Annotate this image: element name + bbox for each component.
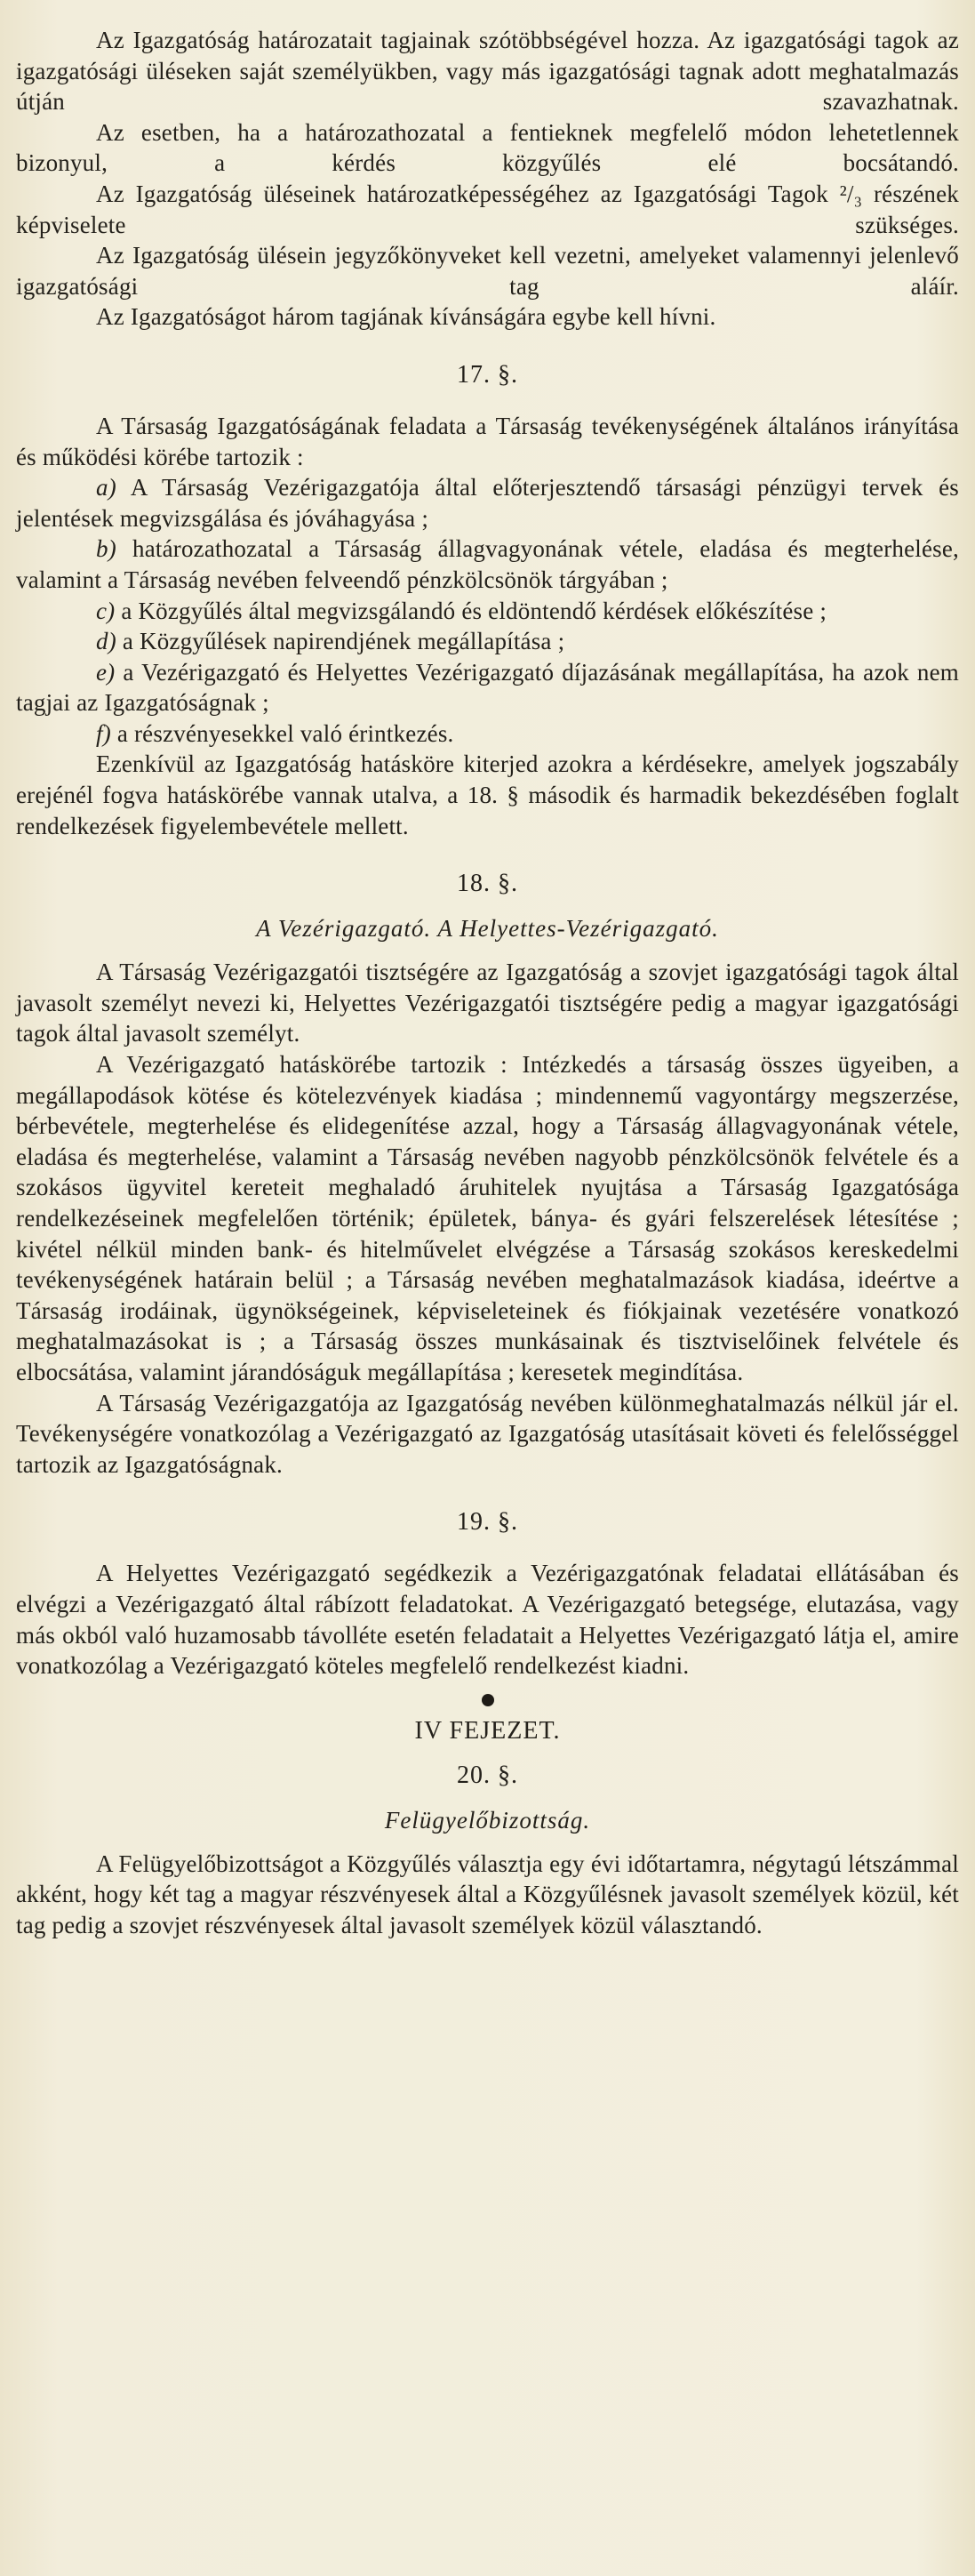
paragraph: A Helyettes Vezérigazgató segédkezik a Vezérigazgatónak feladatai ellátásában és elvégzi a Vezérigazgató által rábízott feladatokat. A Vezérigazgató betegsége, elutazása, vagy más okból való huzamosabb távolléte esetén feladatait a Helyettes Vezérigazgató látja el, amire vonatkozólag a Vezérigazgató köteles megfelelő rendelkezést kiadni. (16, 1560, 959, 1680)
list-item (16, 657, 959, 718)
list-item-text: a Közgyűlések napirendjének megállapítása ; (122, 628, 565, 655)
chapter-heading: IV FEJEZET. (414, 1716, 561, 1745)
paragraph: A Társaság Vezérigazgatói tisztségére az Igazgatóság a szovjet igazgatósági tagok által javasolt személyt nevezi ki, Helyettes Vezérigazgatói tisztségére pedig a magyar igazgatósági tagok által javasolt személyt. (16, 959, 959, 1047)
paragraph: A Vezérigazgató hatáskörébe tartozik : Intézkedés a társaság összes ügyeiben, a megállapodások kötése és kötelezvények kiadása ; mindennemű vagyontárgy megszerzése, bérbevétele, megterhelése és elidegenítése azzal, hogy a Társaság állagvagyonának vétele, eladása és megterhelése, valamint a Társaság nevében nagyobb pénzkölcsönök felvétele és a szokásos ügyvitel kereteit meghaladó áruhitelek nyujtása a Társaság Igazgatósága rendelkezéseinek megfelelően történik; épületek, bánya- és gyári felszerelések létesítése ; kivétel nélkül minden bank- és hitelművelet elvégzése a Társaság szokásos kereskedelmi tevékenységének határain belül ; a Társaság nevében meghatalmazások kiadása, ideértve a Társaság irodáinak, ügynökségeinek, képviseleteinek és fiókjainak vezetésére vonatkozó meghatalmazásokat is ; a Társaság összes munkásainak és tisztviselőinek felvétele és elbocsátása, valamint járandóságuk megállapítása ; keresetek megindítása. (16, 1051, 959, 1385)
list-marker: f) (96, 719, 111, 747)
list-marker: e) (96, 658, 116, 686)
paragraph: Az Igazgatóság határozatait tagjainak szótöbbségével hozza. Az igazgatósági tagok az igazgatósági üléseken saját személyükben, vagy más igazgatósági tagnak adott meghatalmazás útján szavazhatnak. (16, 27, 959, 116)
section-20-subtitle: Felügyelőbizottság. (384, 1806, 591, 1834)
list-item (16, 596, 959, 627)
section-17-intro: A Társaság Igazgatóságának feladata a Társaság tevékenységének általános irányítása és működési körébe tartozik : (16, 412, 959, 470)
section-heading-19: 19. §. (457, 1508, 518, 1537)
list-marker: c) (96, 597, 116, 624)
list-item (16, 626, 959, 657)
list-item-text: a Közgyűlés által megvizsgálandó és eldöntendő kérdések előkészítése ; (121, 597, 827, 624)
list-item (16, 472, 959, 534)
section-heading-18: 18. §. (457, 870, 518, 898)
list-item (16, 534, 959, 595)
section-heading-17: 17. §. (457, 360, 518, 389)
list-item-text: A Társaság Vezérigazgatója által előterjesztendő társasági pénzügyi tervek és jelentések megvizsgálása és jóváhagyása ; (16, 474, 959, 532)
paragraph: Az Igazgatóság üléseinek határozatképességéhez az Igazgatósági Tagok ²/₃ részének képviselete szükséges. (16, 180, 959, 238)
paragraph: Az Igazgatóságot három tagjának kívánságára egybe kell hívni. (96, 303, 716, 331)
list-marker: a) (96, 474, 116, 502)
paragraph: Az Igazgatóság ülésein jegyzőkönyveket kell vezetni, amelyeket valamennyi jelenlevő igazgatósági tag aláír. (16, 242, 959, 300)
list-marker: d) (96, 628, 116, 655)
bullet-dot (482, 1694, 494, 1706)
paragraph: Az esetben, ha a határozathozatal a fentieknek megfelelő módon lehetetlennek bizonyul, a kérdés közgyűlés elé bocsátandó. (16, 118, 959, 177)
list-item-text: a részvényesekkel való érintkezés. (116, 719, 454, 747)
paragraph: A Felügyelőbizottságot a Közgyűlés választja egy évi időtartamra, négytagú létszámmal akként, hogy két tag a magyar részvényesek által a Közgyűlésnek javasolt személyek közül, két tag pedig a szovjet részvényesek által javasolt személyek közül választandó. (16, 1850, 959, 1938)
section-18-subtitle: A Vezérigazgató. A Helyettes-Vezérigazgató. (256, 915, 719, 943)
list-item (16, 718, 959, 750)
section-17-closing: Ezenkívül az Igazgatóság hatásköre kiterjed azokra a kérdésekre, amelyek jogszabály erejénél fogva hatáskörébe vannak utalva, a 18. § második és harmadik bekezdésében foglalt rendelkezések figyelembevétele mellett. (16, 750, 959, 839)
list-marker: b) (96, 535, 116, 563)
list-item-text: határozathozatal a Társaság állagvagyonának vétele, eladása és megterhelése, valamint a Társaság nevében felveendő pénzkölcsönök tárgyában ; (16, 535, 959, 593)
paragraph: A Társaság Vezérigazgatója az Igazgatóság nevében különmeghatalmazás nélkül jár el. Tevékenységére vonatkozólag a Vezérigazgató az Igazgatóság utasításait követi és felelősséggel tartozik az Igazgatóságnak. (16, 1389, 959, 1478)
section-heading-20: 20. §. (457, 1761, 518, 1789)
list-item-text: a Vezérigazgató és Helyettes Vezérigazgató díjazásának megállapítása, ha azok nem tagjai az Igazgatóságnak ; (16, 658, 959, 717)
